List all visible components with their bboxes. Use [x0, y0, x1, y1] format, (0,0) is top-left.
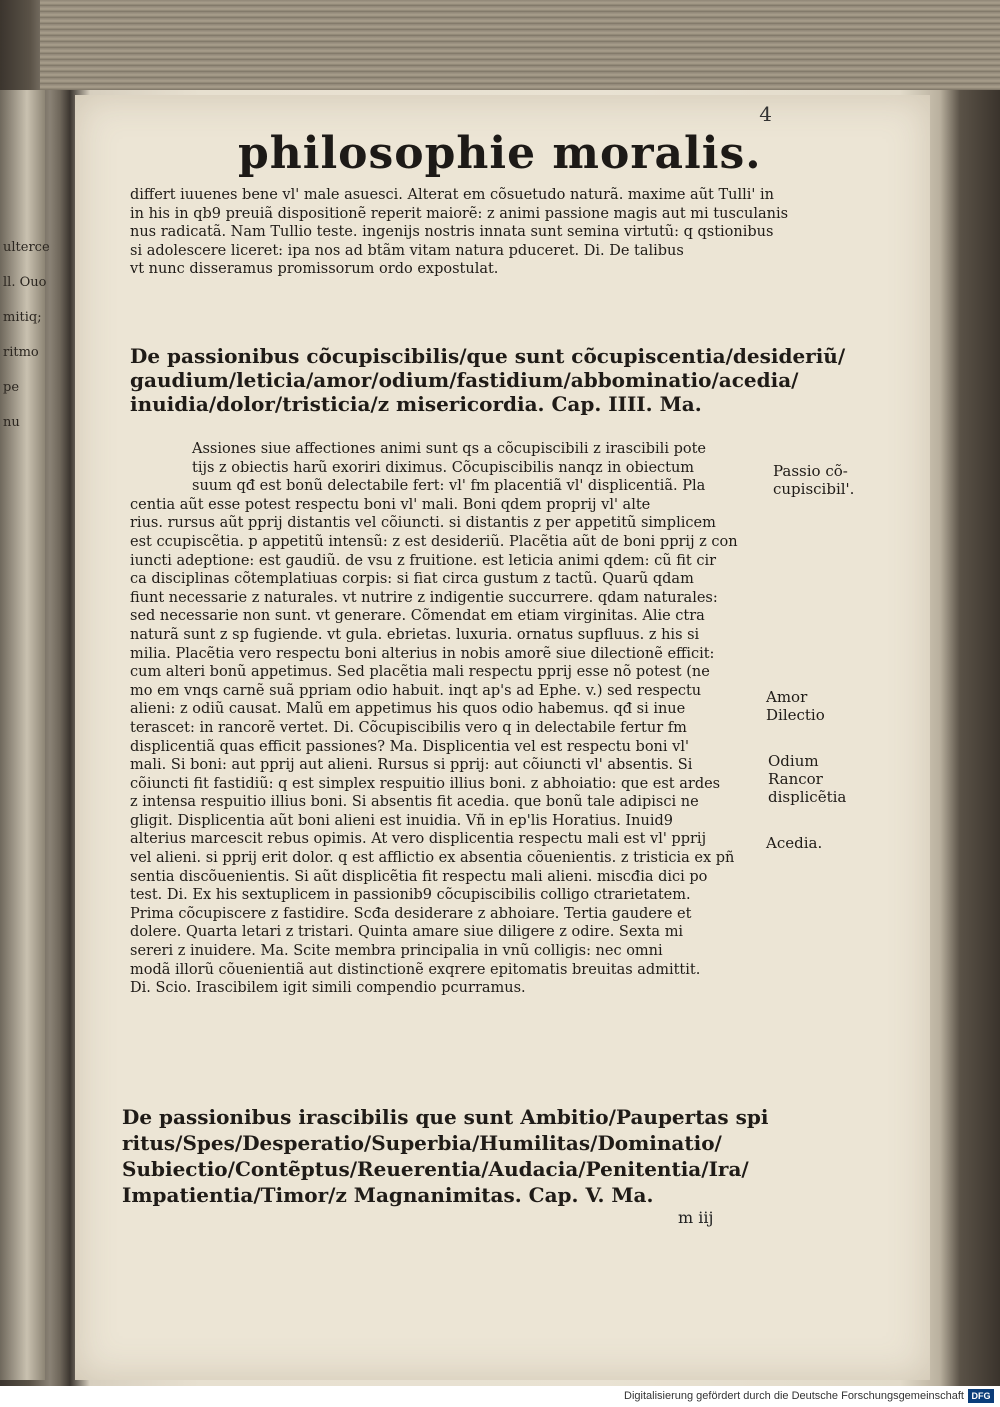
chapter-heading-4	[130, 344, 846, 416]
text-line: nus radicatã. Nam Tullio teste. ingenijs nostris innata sunt semina virtutũ: q qstionibus	[130, 224, 774, 240]
chapter-heading-5	[122, 1104, 769, 1208]
text-line: vt nunc disseramus promissorum ordo expostulat.	[130, 261, 499, 277]
text-line: mali. Si boni: aut pprij aut alieni. Rursus si pprij: aut cõiuncti vl' absentis. Si	[130, 757, 693, 774]
heading-line: Impatientia/Timor/z Magnanimitas. Cap. V. Ma.	[122, 1183, 654, 1207]
running-head: philosophie moralis.	[238, 128, 762, 179]
text-line: differt iuuenes bene vl' male asuesci. Alterat em cõsuetudo naturã. maxime aũt Tulli' in	[130, 187, 774, 203]
footer-bar	[0, 1386, 1000, 1407]
book-edge	[40, 0, 1000, 90]
text-line: sereri z inuidere. Ma. Scite membra principalia in vnũ colligis: nec omni	[130, 943, 663, 960]
text-line: sed necessarie non sunt. vt generare. Cõmendat em etiam virginitas. Alie ctra	[130, 608, 705, 625]
text-line: alieni: z odiũ causat. Malũ em appetimus his quos odio habemus. qđ si inue	[130, 701, 686, 718]
margin-note-odium: Odium Rancor displicẽtia	[768, 752, 847, 806]
text-line: in his in qb9 preuiã dispositionẽ reperit maiorẽ: z animi passione magis aut mi tusculanis	[130, 205, 789, 222]
dfg-logo: DFG	[968, 1389, 994, 1403]
text-line: terascet: in rancorẽ vertet. Di. Cõcupiscibilis vero q in delectabile fertur fm	[130, 719, 687, 736]
margin-note-amor: Amor Dilectio	[766, 688, 825, 724]
margin-note-acedia: Acedia.	[766, 834, 823, 852]
text-line: mo em vnqs carnẽ suã ppriam odio habuit. inqt ap's ad Ephe. v.) sed respectu	[130, 682, 702, 699]
corner-mark: 4	[759, 102, 772, 126]
text-line: suum qđ est bonũ delectabile fert: vl' fm placentiã vl' displicentiã. Pla	[192, 478, 706, 495]
text-line: Assiones siue affectiones animi sunt qs a cõcupiscibili z irascibili pote	[192, 441, 706, 457]
text-line: vel alieni. si pprij erit dolor. q est afflictio ex absentia cõuenientis. z tristicia ex pñ	[130, 850, 735, 867]
margin-note-passio: Passio cõ- cupiscibil'.	[773, 462, 855, 498]
heading-line: Subiectio/Contẽptus/Reuerentia/Audacia/Penitentia/Ira/	[122, 1157, 749, 1181]
text-line: centia aũt esse potest respectu boni vl' mali. Boni qdem proprij vl' alte	[130, 496, 651, 513]
text-line: Di. Scio. Irascibilem igit simili compendio pcurramus.	[130, 980, 526, 997]
heading-line: De passionibus cõcupiscibilis/que sunt cõcupiscentia/desideriũ/	[130, 344, 846, 368]
text-line: cum alteri bonũ appetimus. Sed placẽtia mali respectu pprij esse nõ potest (ne	[130, 664, 710, 681]
signature-mark: m iij	[678, 1208, 714, 1227]
left-page-fragment: ll. Ouo	[3, 275, 47, 290]
text-line: rius. rursus aũt pprij distantis vel cõiuncti. si distantis z per appetitũ simplicem	[130, 515, 716, 532]
text-line: tijs z obiectis harũ exoriri diximus. Cõcupiscibilis nanqz in obiectum	[192, 459, 695, 476]
text-line: si adolescere liceret: ipa nos ad btãm vitam natura pduceret. Di. De talibus	[130, 242, 684, 259]
left-page-edge	[0, 90, 50, 1380]
text-line: alterius marcescit rebus opimis. At vero displicentia respectu mali est vl' pprij	[130, 831, 707, 848]
left-page-fragment: mitiq;	[3, 310, 42, 325]
left-page-fragment: nu	[3, 415, 20, 430]
text-line: milia. Placẽtia vero respectu boni alterius in nobis amorẽ siue dilectionẽ efficit:	[130, 645, 715, 662]
text-line: modã illorũ cõuenientiã aut distinctionẽ exqrere epitomatis breuitas admittit.	[130, 961, 701, 978]
left-page-fragment: ulterce	[3, 240, 50, 255]
text-line: test. Di. Ex his sextuplicem in passionib9 cõcupiscibilis colligo ctrarietatem.	[130, 887, 691, 904]
heading-line: ritus/Spes/Desperatio/Superbia/Humilitas/Dominatio/	[122, 1131, 722, 1155]
left-page-fragment: ritmo	[3, 345, 39, 360]
heading-line: inuidia/dolor/tristicia/z misericordia. Cap. IIII. Ma.	[130, 392, 702, 416]
text-line: gligit. Displicentia aũt boni alieni est inuidia. Vñ in ep'lis Horatius. Inuid9	[130, 812, 673, 829]
text-line: displicentiã quas efficit passiones? Ma. Displicentia vel est respectu boni vl'	[130, 738, 689, 755]
text-line: z intensa respuitio illius boni. Si absentis fit acedia. que bonũ tale adipisci ne	[130, 794, 699, 811]
text-line: Prima cõcupiscere z fastidire. Scđa desiderare z abhoiare. Tertia gaudere et	[130, 905, 692, 922]
text-line: iuncti adeptione: est gaudiũ. de vsu z fruitione. est leticia animi qdem: cũ fit cir	[130, 552, 717, 569]
text-line: dolere. Quarta letari z tristari. Quinta amare siue diligere z odire. Sexta mi	[130, 924, 684, 941]
heading-line: gaudium/leticia/amor/odium/fastidium/abbominatio/acedia/	[130, 368, 799, 392]
heading-line: De passionibus irascibilis que sunt Ambitio/Paupertas spi	[122, 1105, 769, 1129]
text-line: est ccupiscẽtia. p appetitũ intensũ: z est desideriũ. Placẽtia aũt de boni pprij z con	[130, 533, 738, 550]
left-page-fragment: pe	[3, 380, 20, 395]
chapter-body-4	[130, 440, 765, 998]
text-line: naturã sunt z sp fugiende. vt gula. ebrietas. luxuria. ornatus supfluus. z his si	[130, 626, 700, 643]
text-line: fiunt necessarie z naturales. vt nutrire z indigentie succurrere. qdam naturales:	[130, 589, 718, 606]
intro-paragraph	[130, 186, 789, 279]
text-line: cõiuncti fit fastidiũ: q est simplex respuitio illius boni. z abhoiatio: que est ardes	[130, 775, 721, 792]
footer-credit: Digitalisierung gefördert durch die Deutsche Forschungsgemeinschaft	[624, 1390, 964, 1402]
text-line: ca disciplinas cõtemplatiuas corpis: si fiat circa gustum z tactũ. Quarũ qdam	[130, 571, 694, 588]
text-line: sentia discõuenientis. Si aũt displicẽtia fit respectu mali alieni. miscđia dici po	[130, 868, 708, 885]
